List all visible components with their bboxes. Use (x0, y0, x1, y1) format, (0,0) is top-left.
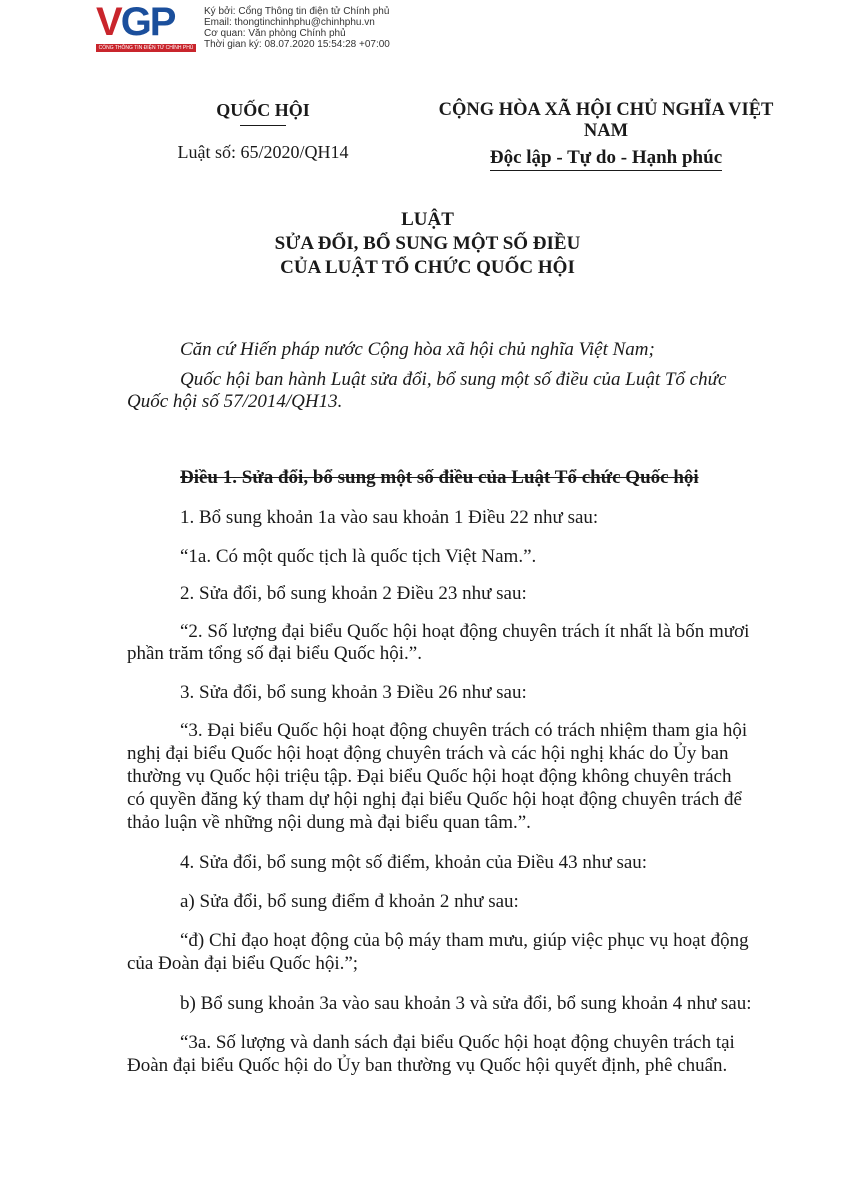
title-line-3: CỦA LUẬT TỔ CHỨC QUỐC HỘI (280, 257, 575, 278)
vgp-logo (96, 0, 196, 52)
signature-meta (204, 6, 390, 50)
digital-signature (96, 0, 426, 54)
clause-4: 4. Sửa đổi, bổ sung một số điểm, khoản của Điều 43 như sau: (180, 852, 648, 873)
vgp-logo-caption: CỔNG THÔNG TIN ĐIỆN TỬ CHÍNH PHỦ (96, 44, 196, 52)
preamble-enact-line-2: Quốc hội số 57/2014/QH13. (127, 391, 343, 412)
issuer-block (168, 100, 358, 163)
point-a: a) Sửa đổi, bổ sung điểm đ khoản 2 như sau: (180, 891, 519, 912)
clause-3: 3. Sửa đổi, bổ sung khoản 3 Điều 26 như sau: (180, 682, 527, 703)
article-1-heading: Điều 1. Sửa đổi, bổ sung một số điều của Luật Tổ chức Quốc hội (180, 467, 699, 488)
clause-3-text-line-5: thảo luận về những nội dung mà đại biểu quan tâm.”. (127, 812, 531, 833)
signed-by: Ký bởi: Cổng Thông tin điện tử Chính phủ (204, 6, 390, 17)
signed-time: Thời gian ký: 08.07.2020 15:54:28 +07:00 (204, 39, 390, 50)
title-line-2: SỬA ĐỔI, BỔ SUNG MỘT SỐ ĐIỀU (274, 233, 581, 254)
signer-agency: Cơ quan: Văn phòng Chính phủ (204, 28, 346, 39)
point-a-text-line-2: của Đoàn đại biểu Quốc hội.”; (127, 953, 359, 974)
preamble-basis: Căn cứ Hiến pháp nước Cộng hòa xã hội chủ nghĩa Việt Nam; (180, 339, 655, 360)
issuer-name: QUỐC HỘI (216, 100, 310, 120)
clause-1: 1. Bổ sung khoản 1a vào sau khoản 1 Điều 22 như sau: (180, 507, 599, 528)
title-line-1: LUẬT (401, 209, 454, 230)
nation-motto: Độc lập - Tự do - Hạnh phúc (490, 147, 722, 171)
document-title (0, 208, 855, 280)
signer-email: Email: thongtinchinhphu@chinhphu.vn (204, 17, 375, 28)
clause-2-text-line-1: “2. Số lượng đại biểu Quốc hội hoạt động chuyên trách ít nhất là bốn mươi (180, 621, 750, 642)
clause-3-text-line-3: thường vụ Quốc hội triệu tập. Đại biểu Quốc hội hoạt động không chuyên trách (127, 766, 732, 787)
point-b: b) Bổ sung khoản 3a vào sau khoản 3 và sửa đổi, bổ sung khoản 4 như sau: (180, 993, 752, 1014)
clause-3-text-line-4: có quyền đăng ký tham dự hội nghị đại biểu Quốc hội hoạt động chuyên trách để (127, 789, 742, 810)
clause-3-text-line-2: nghị đại biểu Quốc hội hoạt động chuyên trách và các hội nghị khác do Ủy ban (127, 743, 729, 764)
point-a-text-line-1: “đ) Chỉ đạo hoạt động của bộ máy tham mưu, giúp việc phục vụ hoạt động (180, 930, 749, 951)
law-number: Luật số: 65/2020/QH14 (177, 142, 349, 162)
clause-3-text-line-1: “3. Đại biểu Quốc hội hoạt động chuyên trách có trách nhiệm tham gia hội (180, 720, 748, 741)
point-b-text-line-2: Đoàn đại biểu Quốc hội do Ủy ban thường vụ Quốc hội quyết định, phê chuẩn. (127, 1055, 728, 1076)
preamble-enact-line-1: Quốc hội ban hành Luật sửa đổi, bổ sung một số điều của Luật Tổ chức (180, 369, 727, 390)
clause-1-text: “1a. Có một quốc tịch là quốc tịch Việt Nam.”. (180, 546, 537, 567)
vgp-logo-text: VGP (96, 0, 175, 44)
point-b-text-line-1: “3a. Số lượng và danh sách đại biểu Quốc hội hoạt động chuyên trách tại (180, 1032, 735, 1053)
clause-2-text-line-2: phần trăm tổng số đại biểu Quốc hội.”. (127, 643, 422, 664)
clause-2: 2. Sửa đổi, bổ sung khoản 2 Điều 23 như sau: (180, 583, 527, 604)
issuer-underline (240, 125, 286, 126)
nation-name: CỘNG HÒA XÃ HỘI CHỦ NGHĨA VIỆT NAM (438, 100, 774, 141)
nation-block (420, 100, 792, 171)
